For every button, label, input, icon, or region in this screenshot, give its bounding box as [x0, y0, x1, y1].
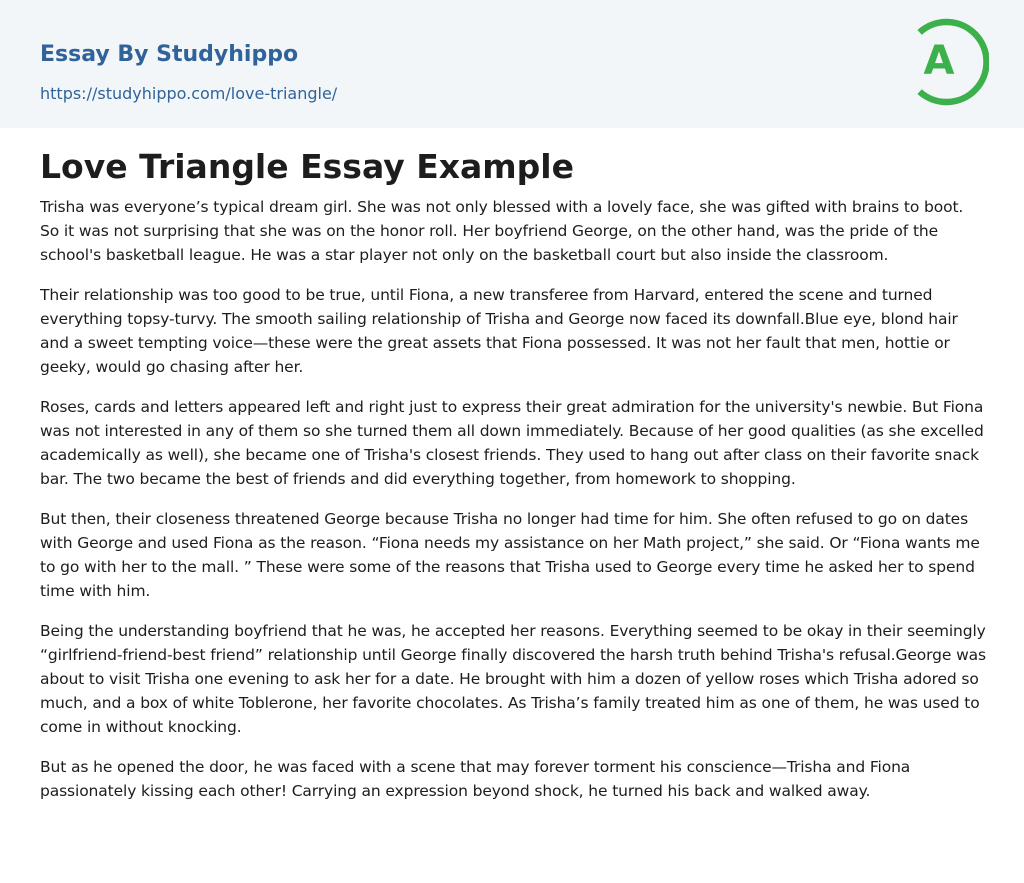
essay-paragraph: Being the understanding boyfriend that he was, he accepted her reasons. Everything seemed to be okay in their seemingly “girlfriend-friend-best friend” relationship until George finally discovered the harsh truth behind Trisha's refusal.George was about to visit Trisha one evening to ask her for a date. He brought with him a dozen of yellow roses which Trisha adored so much, and a box of white Toblerone, her favorite chocolates. As Trisha’s family treated him as one of them, he was used to come in without knocking.: [40, 622, 986, 736]
essay-paragraph: Roses, cards and letters appeared left and right just to express their great admiration for the university's newbie. But Fiona was not interested in any of them so she turned them all down immediately. Because of her good qualities (as she excelled academically as well), she became one of Trisha's closest friends. They used to hang out after class on their favorite snack bar. The two became the best of friends and did everything together, from homework to shopping.: [40, 398, 984, 488]
brand-title[interactable]: Essay By Studyhippo: [40, 42, 299, 67]
essay-paragraph: Trisha was everyone’s typical dream girl. She was not only blessed with a lovely face, she was gifted with brains to boot. So it was not surprising that she was on the honor roll. Her boyfriend George, on the other hand, was the pride of the school's basketball league. He was a star player not only on the basketball court but also inside the classroom.: [40, 198, 964, 264]
logo-letter: A: [923, 38, 955, 84]
essay-url-link[interactable]: https://studyhippo.com/love-triangle/: [40, 84, 338, 103]
site-header: [0, 0, 1024, 128]
page-title: Love Triangle Essay Example: [40, 147, 574, 186]
essay-paragraph: Their relationship was too good to be true, until Fiona, a new transferee from Harvard, entered the scene and turned everything topsy-turvy. The smooth sailing relationship of Trisha and George now faced its downfall.Blue eye, blond hair and a sweet tempting voice—these were the great assets that Fiona possessed. It was not her fault that men, hottie or geeky, would go chasing after her.: [40, 286, 958, 376]
article: [0, 145, 1024, 803]
studyhippo-logo[interactable]: [911, 18, 989, 106]
essay-paragraph: But then, their closeness threatened George because Trisha no longer had time for him. She often refused to go on dates with George and used Fiona as the reason. “Fiona needs my assistance on her Math project,” she said. Or “Fiona wants me to go with her to the mall. ” These were some of the reasons that Trisha used to George every time he asked her to spend time with him.: [40, 510, 980, 600]
essay-paragraph: But as he opened the door, he was faced with a scene that may forever torment his conscience—Trisha and Fiona passionately kissing each other! Carrying an expression beyond shock, he turned his back and walked away.: [40, 758, 911, 800]
